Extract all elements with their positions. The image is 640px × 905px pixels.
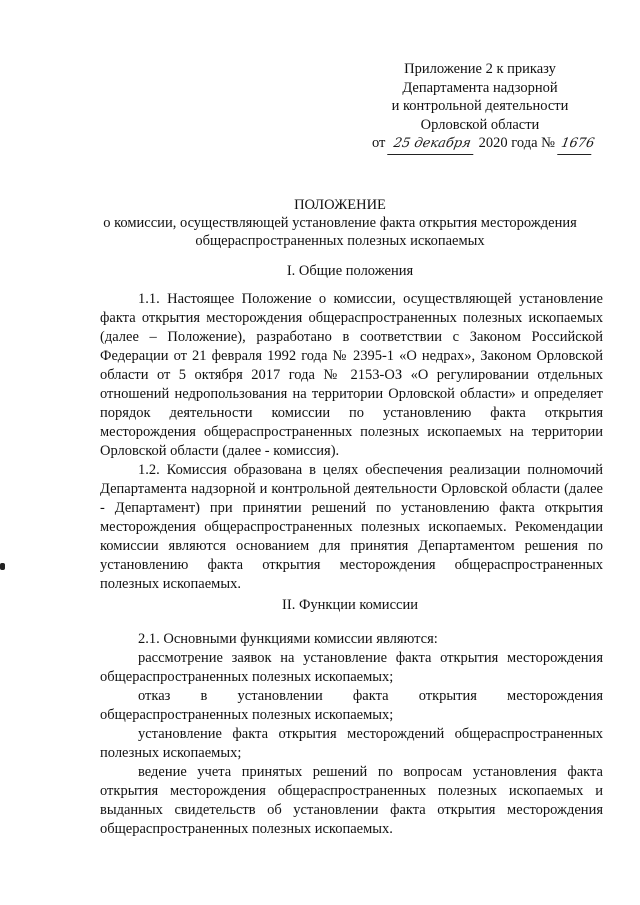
section-1-heading: I. Общие положения: [286, 263, 414, 279]
function-item-4: ведение учета принятых решений по вопросам установления факта открытия месторождения общераспространенных полезных ископаемых и выданных свидетельств об установлении факта открытия месторождения общераспространенных полезных ископаемых.: [100, 764, 603, 837]
document-title: ПОЛОЖЕНИЕ: [294, 197, 386, 213]
function-item-2: отказ в установлении факта открытия месторождения общераспространенных полезных ископаемых;: [100, 688, 603, 723]
approval-line-2: Департамента надзорной: [402, 79, 558, 96]
date-suffix: 2020 года №: [478, 135, 555, 151]
document-title-block: [80, 196, 600, 250]
section-1-body: [100, 290, 603, 594]
document-subtitle-line-1: о комиссии, осуществляющей установление факта открытия месторождения: [103, 215, 577, 231]
date-prefix: от: [372, 135, 386, 151]
handwritten-order-number: 1676: [557, 135, 594, 155]
approval-date-line: [372, 134, 600, 155]
paragraph-1-2: 1.2. Комиссия образована в целях обеспечения реализации полномочий Департамента надзорной и контрольной деятельности Орловской области (далее - Департамент) при принятии решений по установлению факта открытия месторождения общераспространенных полезных ископаемых. Рекомендации комиссии являются основанием для принятия Департаментом решения по установлению факта открытия месторождения общераспространенных полезных ископаемых.: [100, 462, 603, 592]
paragraph-2-1: 2.1. Основными функциями комиссии являются:: [138, 631, 438, 647]
handwritten-date: 25 декабря: [387, 135, 476, 155]
approval-line-4: Орловской области: [420, 116, 540, 133]
scan-artifact-mark: [0, 563, 5, 570]
approval-line-3: и контрольной деятельности: [391, 98, 569, 114]
function-item-3: установление факта открытия месторождений общераспространенных полезных ископаемых;: [100, 726, 603, 761]
approval-block: [360, 60, 600, 155]
section-2-heading: II. Функции комиссии: [282, 597, 418, 613]
paragraph-1-1: 1.1. Настоящее Положение о комиссии, осуществляющей установление факта открытия месторождения общераспространенных полезных ископаемых (далее – Положение), разработано в соответствии с Законом Российской Федерации от 21 февраля 1992 года № 2395-1 «О недрах», Законом Орловской области от 5 октября 2017 года № 2153-ОЗ «О регулировании отдельных отношений недропользования на территории Орловской области» и определяет порядок деятельности комиссии по установлению факта открытия месторождения общераспространенных полезных ископаемых на территории Орловской области (далее - комиссия).: [100, 291, 603, 459]
document-subtitle-line-2: общераспространенных полезных ископаемых: [195, 233, 485, 249]
function-item-1: рассмотрение заявок на установление факта открытия месторождения общераспространенных полезных ископаемых;: [100, 650, 603, 685]
section-2-body: [100, 630, 603, 839]
approval-line-1: Приложение 2 к приказу: [404, 61, 556, 77]
